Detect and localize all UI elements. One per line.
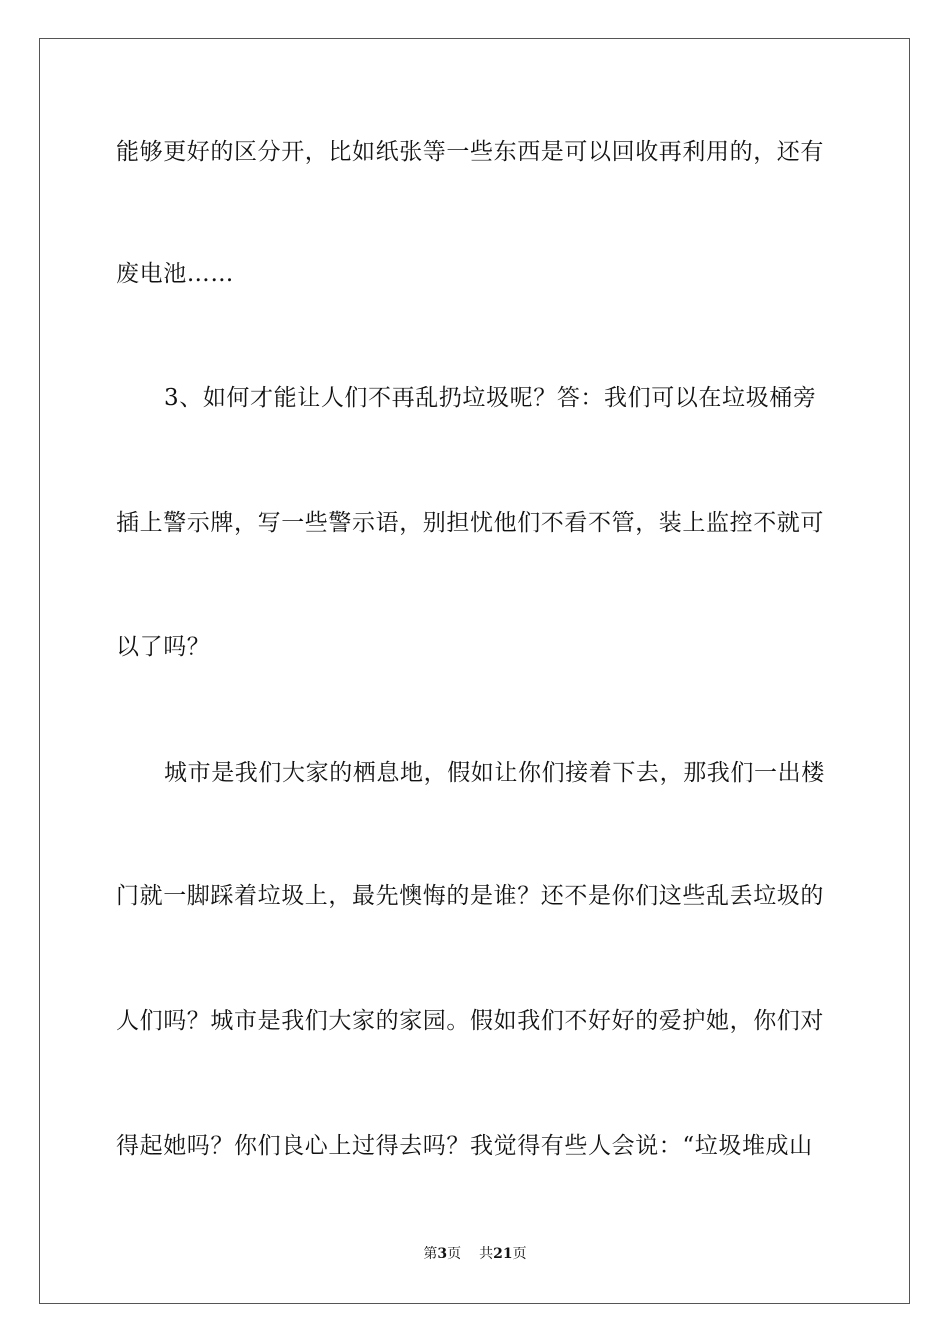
page-border xyxy=(39,38,910,1304)
total-suffix: 页 xyxy=(512,1246,527,1262)
text-line-4: 插上警示牌，写一些警示语，别担忧他们不看不管，装上监控不就可 xyxy=(116,510,824,536)
text-line-9: 得起她吗？你们良心上过得去吗？我觉得有些人会说：“垃圾堆成山 xyxy=(116,1133,813,1159)
total-pages: 21 xyxy=(493,1246,513,1262)
text-line-1: 能够更好的区分开，比如纸张等一些东西是可以回收再利用的，还有 xyxy=(116,139,824,165)
page-footer xyxy=(0,1244,950,1264)
text-line-7: 门就一脚踩着垃圾上，最先懊悔的是谁？还不是你们这些乱丢垃圾的 xyxy=(116,883,824,909)
total-prefix: 共 xyxy=(479,1246,494,1262)
text-line-5: 以了吗？ xyxy=(116,634,211,660)
text-line-3: 3、如何才能让人们不再乱扔垃圾呢？答：我们可以在垃圾桶旁 xyxy=(164,385,817,411)
text-line-6: 城市是我们大家的栖息地，假如让你们接着下去，那我们一出楼 xyxy=(164,760,825,786)
text-line-2: 废电池…… xyxy=(116,261,234,287)
page-prefix: 第 xyxy=(423,1246,438,1262)
text-line-8: 人们吗？城市是我们大家的家园。假如我们不好好的爱护她，你们对 xyxy=(116,1008,824,1034)
page-suffix: 页 xyxy=(447,1246,462,1262)
page-number: 3 xyxy=(437,1246,448,1262)
